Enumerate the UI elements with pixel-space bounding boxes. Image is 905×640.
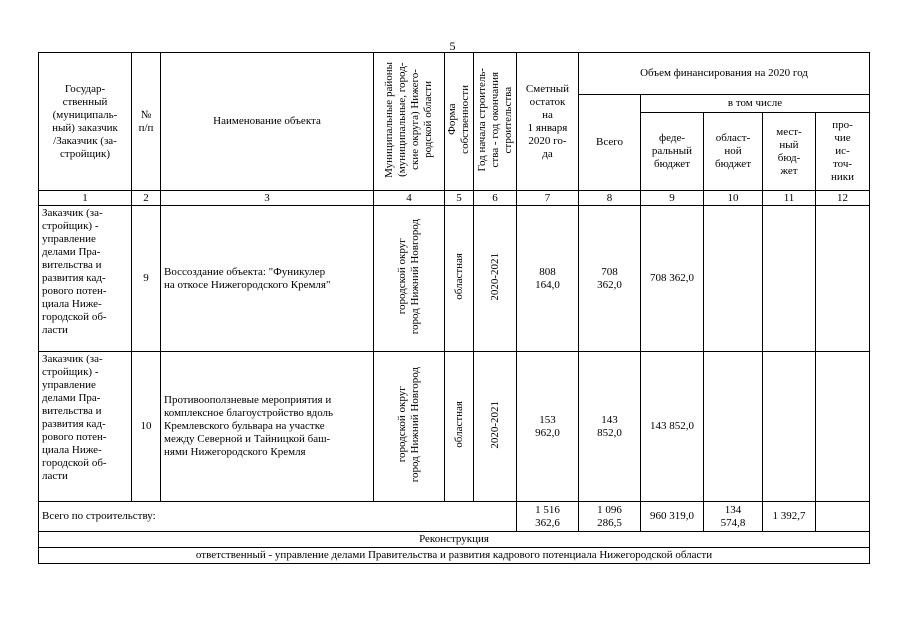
row-customer: Заказчик (за- стройщик) - управление делами Пра- вительства и развития кад- рового потен- циала Ниже- городской об- ласти xyxy=(39,352,132,502)
header-districts: Муниципальные районы (муниципальные, город- ские округа) Нижего- родской области xyxy=(374,53,445,191)
section-title: Реконструкция xyxy=(39,532,870,548)
header-object-name: Наименование объекта xyxy=(161,53,374,191)
row-other xyxy=(816,206,870,352)
header-estimate: Сметный остаток на 1 января 2020 го- да xyxy=(517,53,579,191)
row-num: 9 xyxy=(132,206,161,352)
row-estimate: 808 164,0 xyxy=(517,206,579,352)
financing-table xyxy=(38,52,870,564)
header-including: в том числе xyxy=(641,95,870,113)
column-number: 3 xyxy=(161,191,374,206)
column-number: 10 xyxy=(704,191,763,206)
row-district: городской округ город Нижний Новгород xyxy=(374,206,445,352)
row-local xyxy=(763,206,816,352)
header-customer: Государ- ственный (муниципаль- ный) заказчик /Заказчик (за- стройщик) xyxy=(39,53,132,191)
column-number: 4 xyxy=(374,191,445,206)
row-total: 143 852,0 xyxy=(579,352,641,502)
row-ownership: областная xyxy=(445,352,474,502)
totals-local: 1 392,7 xyxy=(763,502,816,532)
row-district: городской округ город Нижний Новгород xyxy=(374,352,445,502)
responsible-line: ответственный - управление делами Правительства и развития кадрового потенциала Нижегородской области xyxy=(39,548,870,564)
totals-other xyxy=(816,502,870,532)
column-number: 12 xyxy=(816,191,870,206)
row-estimate: 153 962,0 xyxy=(517,352,579,502)
row-local xyxy=(763,352,816,502)
row-regional xyxy=(704,352,763,502)
header-total: Всего xyxy=(579,95,641,191)
table-row xyxy=(39,352,870,502)
header-ownership: Форма собственности xyxy=(445,53,474,191)
row-regional xyxy=(704,206,763,352)
totals-row xyxy=(39,502,870,532)
totals-label: Всего по строительству: xyxy=(39,502,517,532)
column-number: 2 xyxy=(132,191,161,206)
totals-estimate: 1 516 362,6 xyxy=(517,502,579,532)
row-federal: 143 852,0 xyxy=(641,352,704,502)
row-object-name: Противооползневые мероприятия и комплексное благоустройство вдоль Кремлевского бульвара на участке между Северной и Тайницкой баш- нями Нижегородского Кремля xyxy=(161,352,374,502)
row-customer: Заказчик (за- стройщик) - управление делами Пра- вительства и развития кад- рового потен- циала Ниже- городской об- ласти xyxy=(39,206,132,352)
column-number: 8 xyxy=(579,191,641,206)
totals-regional: 134 574,8 xyxy=(704,502,763,532)
row-years: 2020-2021 xyxy=(474,206,517,352)
page-number: 5 xyxy=(449,39,456,53)
row-ownership: областная xyxy=(445,206,474,352)
header-other: про- чие ис- точ- ники xyxy=(816,113,870,191)
header-years: Год начала строитель- ства - год окончания строительства xyxy=(474,53,517,191)
row-other xyxy=(816,352,870,502)
column-number: 7 xyxy=(517,191,579,206)
row-total: 708 362,0 xyxy=(579,206,641,352)
row-federal: 708 362,0 xyxy=(641,206,704,352)
header-regional: област- ной бюджет xyxy=(704,113,763,191)
column-number: 5 xyxy=(445,191,474,206)
header-federal: феде- ральный бюджет xyxy=(641,113,704,191)
totals-total: 1 096 286,5 xyxy=(579,502,641,532)
totals-federal: 960 319,0 xyxy=(641,502,704,532)
column-number: 9 xyxy=(641,191,704,206)
row-object-name: Воссоздание объекта: "Фуникулер на откосе Нижегородского Кремля" xyxy=(161,206,374,352)
column-number: 1 xyxy=(39,191,132,206)
column-number: 11 xyxy=(763,191,816,206)
header-funding-2020: Объем финансирования на 2020 год xyxy=(579,53,870,95)
row-years: 2020-2021 xyxy=(474,352,517,502)
table-row xyxy=(39,206,870,352)
row-num: 10 xyxy=(132,352,161,502)
header-local: мест- ный бюд- жет xyxy=(763,113,816,191)
column-numbers-row xyxy=(39,191,870,206)
column-number: 6 xyxy=(474,191,517,206)
header-num: № п/п xyxy=(132,53,161,191)
